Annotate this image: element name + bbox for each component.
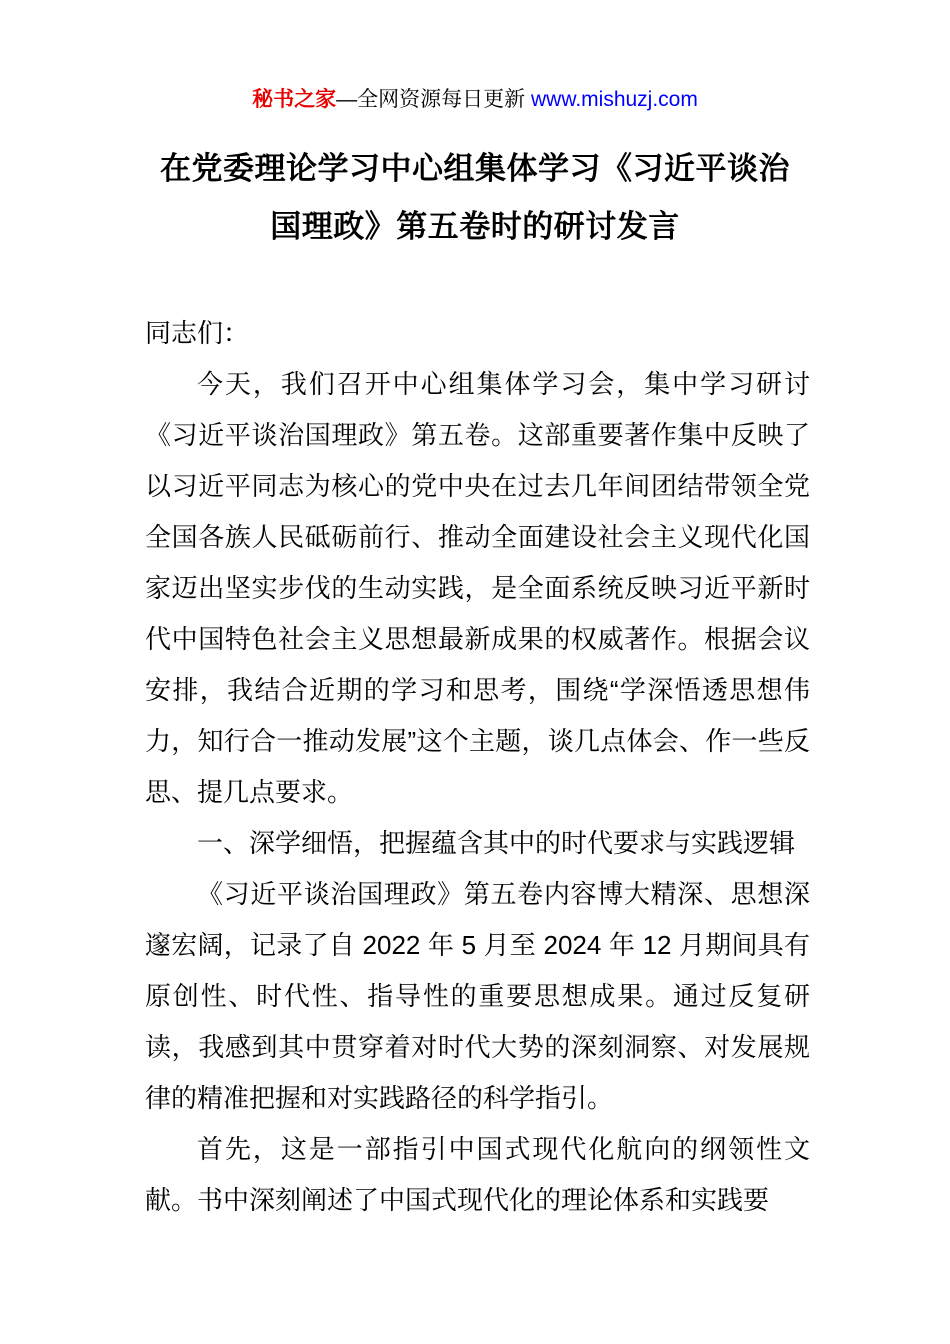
site-brand: 秘书之家 [252, 88, 337, 111]
document-body [145, 308, 810, 1226]
document-title: 在党委理论学习中心组集体学习《习近平谈治国理政》第五卷时的研讨发言 [160, 151, 790, 244]
paragraph-first-point: 首先，这是一部指引中国式现代化航向的纲领性文献。书中深刻阐述了中国式现代化的理论体系和实践要 [145, 1134, 810, 1215]
paragraph-section-1-overview: 《习近平谈治国理政》第五卷内容博大精深、思想深邃宏阔，记录了自 2022 年 5 月至 2024 年 12 月期间具有原创性、时代性、指导性的重要思想成果。通过反复研读，我感到其中贯穿着对时代大势的深刻洞察、对发展规律的精准把握和对实践路径的科学指引。 [145, 879, 810, 1113]
site-header [0, 0, 950, 114]
salutation: 同志们： [145, 318, 250, 348]
paragraph-intro: 今天，我们召开中心组集体学习会，集中学习研讨《习近平谈治国理政》第五卷。这部重要著作集中反映了以习近平同志为核心的党中央在过去几年间团结带领全党全国各族人民砥砺前行、推动全面建设社会主义现代化国家迈出坚实步伐的生动实践，是全面系统反映习近平新时代中国特色社会主义思想最新成果的权威著作。根据会议安排，我结合近期的学习和思考，围绕“学深悟透思想伟力，知行合一推动发展”这个主题，谈几点体会、作一些反思、提几点要求。 [145, 369, 810, 807]
section-heading-1: 一、深学细悟，把握蕴含其中的时代要求与实践逻辑 [197, 828, 796, 858]
site-tagline: —全网资源每日更新 [336, 88, 531, 111]
site-url-link[interactable]: www.mishuzj.com [530, 88, 698, 111]
